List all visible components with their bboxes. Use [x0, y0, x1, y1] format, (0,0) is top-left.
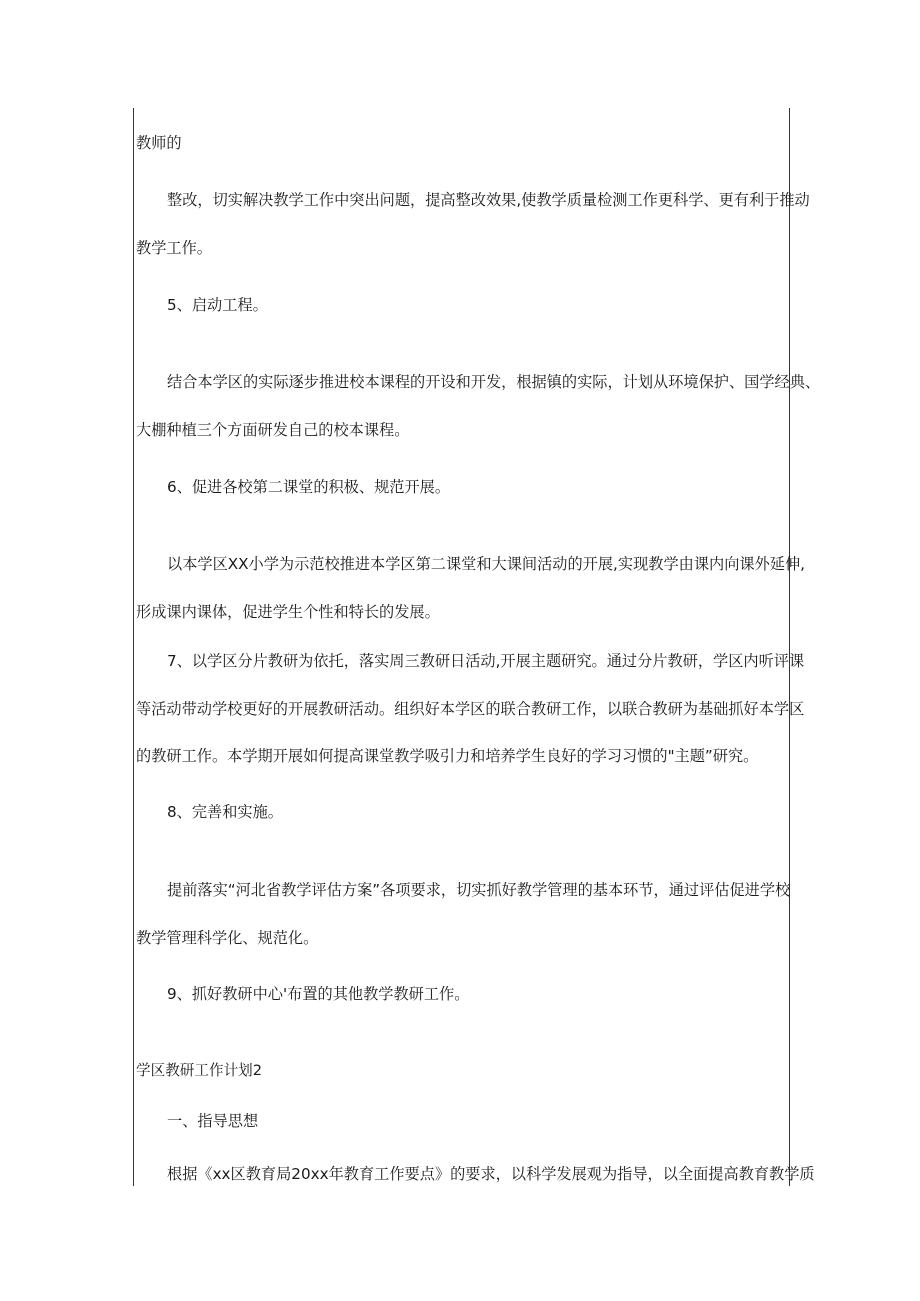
page-frame	[133, 108, 790, 1186]
text-line: 的教研工作。本学期开展如何提高课堂教学吸引力和培养学生良好的学习习惯的"主题”研究。	[136, 747, 759, 765]
section-heading: 9、抓好教研中心'布置的其他教学教研工作。	[167, 985, 470, 1003]
text-line: 教学管理科学化、规范化。	[136, 929, 319, 947]
section-heading: 5、启动工程。	[167, 296, 268, 314]
section-heading: 6、促进各校第二课堂的积极、规范开展。	[167, 478, 451, 496]
text-line: 教学工作。	[136, 239, 212, 257]
section-heading: 8、完善和实施。	[167, 803, 283, 821]
text-line: 整改，切实解决教学工作中突出问题，提高整改效果,使教学质量检测工作更科学、更有利于推动	[167, 191, 810, 209]
text-line: 根据《xx区教育局20xx年教育工作要点》的要求，以科学发展观为指导，以全面提高教育教学质	[167, 1165, 815, 1183]
text-line: 结合本学区的实际逐步推进校本课程的开设和开发，根据镇的实际，计划从环境保护、国学经典、	[167, 373, 821, 391]
text-line: 大棚种植三个方面研发自己的校本课程。	[136, 421, 410, 439]
text-line: 以本学区XX小学为示范校推进本学区第二课堂和大课间活动的开展,实现教学由课内向课外延伸,	[167, 555, 805, 573]
section-heading: 7、以学区分片教研为依托，落实周三教研日活动,开展主题研究。通过分片教研，学区内听评课	[167, 652, 805, 670]
text-line: 形成课内课体，促进学生个性和特长的发展。	[136, 603, 440, 621]
text-line: 提前落实“河北省教学评估方案”各项要求，切实抓好教学管理的基本环节，通过评估促进学校	[167, 881, 791, 899]
text-line: 等活动带动学校更好的开展教研活动。组织好本学区的联合教研工作，以联合教研为基础抓好本学区	[136, 700, 805, 718]
text-line: 教师的	[136, 134, 182, 152]
section-heading: 一、指导思想	[167, 1112, 259, 1130]
document-title: 学区教研工作计划2	[136, 1062, 263, 1079]
